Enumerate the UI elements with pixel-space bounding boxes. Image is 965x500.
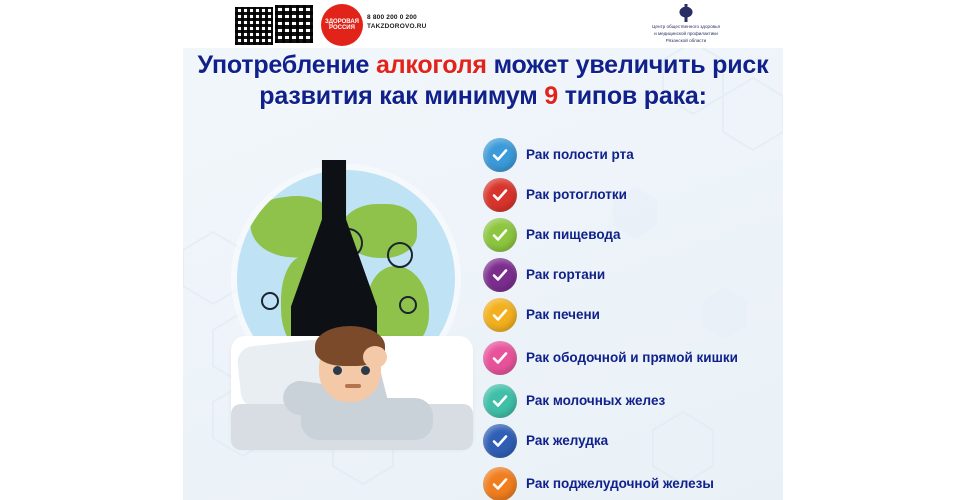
list-item-label: Рак поджелудочной железы xyxy=(526,476,714,492)
illustration xyxy=(205,160,475,450)
poster xyxy=(183,0,783,500)
list-item xyxy=(483,218,771,252)
mouth xyxy=(345,384,361,388)
list-item xyxy=(483,178,771,212)
check-icon xyxy=(483,258,517,292)
org-line-3: Рязанской области xyxy=(665,37,707,43)
title-part-1: Употребление xyxy=(197,51,376,79)
zdorovaya-rossiya-badge: ЗДОРОВАЯ РОССИЯ xyxy=(321,4,363,46)
poster-header-bar xyxy=(183,0,783,48)
list-item-label: Рак желудка xyxy=(526,433,609,449)
list-item-label: Рак ротоглотки xyxy=(526,187,627,203)
list-item-label: Рак молочных желез xyxy=(526,393,666,409)
check-icon xyxy=(483,218,517,252)
title-count: 9 xyxy=(544,82,558,110)
page-title xyxy=(183,50,783,112)
list-item-label: Рак полости рта xyxy=(526,147,634,163)
list-item-label: Рак гортани xyxy=(526,267,606,283)
hotline-phone: 8 800 200 0 200 xyxy=(367,14,417,21)
cancer-types-list xyxy=(483,138,771,500)
right-eye xyxy=(361,366,370,375)
check-icon xyxy=(483,467,517,500)
org-line-1: Центр общественного здоровья xyxy=(652,24,720,29)
org-line-2: и медицинской профилактики xyxy=(654,30,718,36)
qr-code-icon xyxy=(233,5,275,47)
list-item xyxy=(483,298,771,332)
list-item xyxy=(483,138,771,172)
list-item-label: Рак пищевода xyxy=(526,227,621,243)
list-item xyxy=(483,338,771,378)
check-icon xyxy=(483,178,517,212)
check-icon xyxy=(483,384,517,418)
list-item xyxy=(483,258,771,292)
check-icon xyxy=(483,138,517,172)
check-icon xyxy=(483,298,517,332)
title-part-3: типов рака: xyxy=(557,82,707,110)
emblem-icon xyxy=(674,4,698,22)
right-hand xyxy=(363,346,387,368)
hotline-block xyxy=(367,14,427,32)
hotline-site: TAKZDOROVO.RU xyxy=(367,22,427,30)
list-item-label: Рак печени xyxy=(526,307,600,323)
list-item xyxy=(483,424,771,458)
list-item xyxy=(483,464,771,500)
title-highlight: алкоголя xyxy=(375,51,487,79)
left-eye xyxy=(333,366,342,375)
check-icon xyxy=(483,341,517,375)
list-item-label: Рак ободочной и прямой кишки xyxy=(526,350,738,366)
title-part-2: может увеличить риск развития как минимум xyxy=(259,51,769,110)
qr-code-secondary-icon xyxy=(275,5,313,43)
list-item xyxy=(483,384,771,418)
organization-block xyxy=(627,4,745,45)
check-icon xyxy=(483,424,517,458)
